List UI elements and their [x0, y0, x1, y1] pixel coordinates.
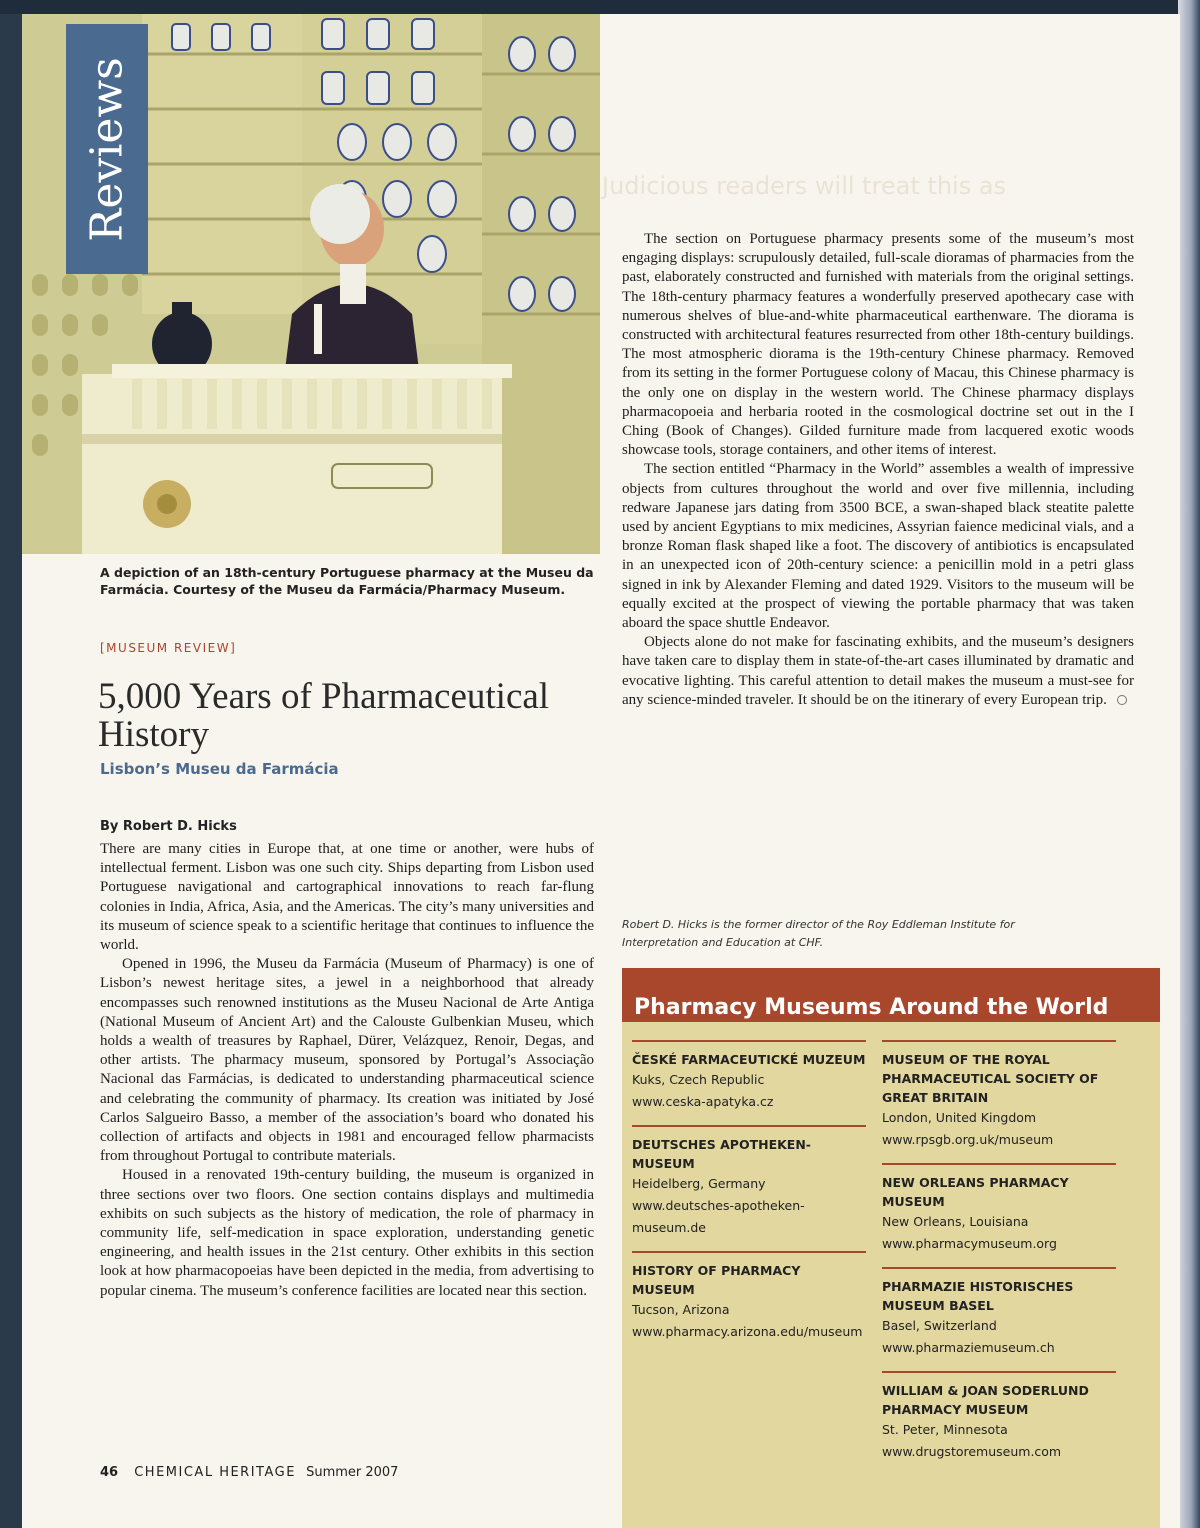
museum-entry — [882, 1163, 1116, 1267]
author-bio: Robert D. Hicks is the former director of the Roy Eddleman Institute for Interpretation and Education at CHF. — [622, 918, 1015, 949]
magazine-page — [22, 14, 1180, 1528]
museum-name: NEW ORLEANS PHARMACY MUSEUM — [882, 1175, 1069, 1209]
museum-location: New Orleans, Louisiana — [882, 1214, 1029, 1229]
museum-url[interactable]: www.deutsches-apotheken-museum.de — [632, 1198, 805, 1235]
article-title: 5,000 Years of Pharmaceutical History — [98, 676, 550, 755]
museum-url[interactable]: www.pharmacy.arizona.edu/museum — [632, 1324, 863, 1339]
section-tab-label: Reviews — [81, 56, 133, 242]
paragraph: There are many cities in Europe that, at one time or another, were hubs of intellectual ferment. Lisbon was one such city. Ships departing from Lisbon used Portuguese navigational and cartographical innovations to reach far-flung colonies in India, Africa, Asia, and the Americas. The city’s many universities and its museum of science speak to a scientific heritage that continues to influence the world. — [100, 841, 594, 954]
paragraph-final — [622, 633, 1134, 710]
museums-sidebar-title: Pharmacy Museums Around the World — [622, 968, 1160, 1022]
left-column — [100, 840, 594, 1301]
museum-location: Heidelberg, Germany — [632, 1176, 766, 1191]
museum-entry — [632, 1040, 866, 1125]
museum-url[interactable]: www.ceska-apatyka.cz — [632, 1094, 774, 1109]
article-kicker: [MUSEUM REVIEW] — [100, 641, 237, 655]
museum-name: PHARMAZIE HISTORISCHES MUSEUM BASEL — [882, 1279, 1074, 1313]
museum-entry — [882, 1267, 1116, 1371]
museum-name: WILLIAM & JOAN SODERLUND PHARMACY MUSEUM — [882, 1383, 1089, 1417]
right-column — [622, 230, 1134, 710]
article-byline: By Robert D. Hicks — [100, 819, 237, 834]
museum-url[interactable]: www.pharmacymuseum.org — [882, 1236, 1057, 1251]
paragraph: Housed in a renovated 19th-century building, the museum is organized in three sections over two floors. One section contains displays and multimedia exhibits on such subjects as the history of medication, the role of pharmacy in community life, self-medication in space exploration, understanding genetic engineering, and health issues in the 21st century. Other exhibits in this section look at how pharmacopoeias have been depicted in the media, from advertising to popular cinema. The museum’s conference facilities are located near this section. — [100, 1167, 594, 1299]
museum-url[interactable]: www.rpsgb.org.uk/museum — [882, 1132, 1054, 1147]
museum-url[interactable]: www.pharmaziemuseum.ch — [882, 1340, 1055, 1355]
museum-location: Kuks, Czech Republic — [632, 1072, 765, 1087]
page-footer — [100, 1465, 398, 1480]
museum-location: Tucson, Arizona — [632, 1302, 730, 1317]
issue-date: Summer 2007 — [306, 1465, 399, 1480]
pull-quote: Judicious readers will treat this as — [602, 172, 1007, 200]
museum-url[interactable]: www.drugstoremuseum.com — [882, 1444, 1062, 1459]
museum-entry — [882, 1371, 1116, 1475]
museums-left-column — [632, 1040, 866, 1355]
paragraph: Opened in 1996, the Museu da Farmácia (Museum of Pharmacy) is one of Lisbon’s newest heritage sites, a jewel in a neighborhood that already encompasses such renowned institutions as the Museu Nacional de Arte Antiga (National Museum of Ancient Art) and the Calouste Gulbenkian Museu, which holds a wealth of treasures by Raphael, Dürer, Velázquez, Renoir, Degas, and other artists. The pharmacy museum, sponsored by Portugal’s Associação Nacional das Farmácias, is dedicated to understanding pharmaceutical science and celebrating the community of pharmacy. Its creation was initiated by José Carlos Salgueiro Basso, a member of the association’s board who donated his collection of artifacts and objects in 1981 and encouraged fellow pharmacists from throughout Portugal to contribute materials. — [100, 956, 594, 1165]
magazine-name: CHEMICAL HERITAGE — [134, 1465, 296, 1480]
paragraph: The section on Portuguese pharmacy presents some of the museum’s most engaging displays: scrupulously detailed, full-scale dioramas of pharmacies from the past, elaborately constructed and furnished with materials from the original settings. The 18th-century pharmacy features a wonderfully preserved apothecary case with numerous shelves of blue-and-white pharmaceutical earthenware. The diorama is constructed with architectural features resurrected from other 18th-century buildings. The most atmospheric diorama is the 19th-century Chinese pharmacy. Removed from its setting in the former Portuguese colony of Macau, this Chinese pharmacy is the only one on display in the western world. The Chinese pharmacy displays pharmacopoeia and herbaria rooted in the cosmological doctrine set out in the I Ching (Book of Changes). Gilded furniture made from lacquered exotic woods showcase tools, storage containers, and other items of interest. — [622, 231, 1134, 459]
scan-top-edge — [0, 0, 1200, 14]
paragraph: The section entitled “Pharmacy in the World” assembles a wealth of impressive objects from cultures throughout the world and over five millennia, including redware Japanese jars dating from 3500 BCE, a swan-shaped black steatite palette used by ancient Egyptians to mix medicines, Assyrian faience medicinal vials, and a bronze Roman flask shaped like a foot. The discovery of antibiotics is encapsulated in an unexpected icon of 20th-century science: a penicillin mold in a petri glass signed in ink by Alexander Fleming and dated 1929. Visitors to the museum will be equally excited at the prospect of viewing the portable pharmacy that was taken aboard the space shuttle Endeavor. — [622, 461, 1134, 632]
photo-caption: A depiction of an 18th-century Portuguese pharmacy at the Museu da Farmácia. Courtesy of the Museu da Farmácia/Pharmacy Museum. — [100, 565, 594, 597]
end-mark-icon — [1117, 695, 1127, 705]
museum-name: ČESKÉ FARMACEUTICKÉ MUZEUM — [632, 1052, 866, 1067]
museum-location: Basel, Switzerland — [882, 1318, 997, 1333]
paragraph-text: Objects alone do not make for fascinating exhibits, and the museum’s designers have taken care to display them in state-of-the-art cases illuminated by dramatic and evocative lighting. This careful attention to detail makes the museum a must-see for any science-minded traveler. It should be on the itinerary of every European trip. — [622, 634, 1134, 708]
museums-sidebar — [622, 968, 1160, 1528]
museum-name: DEUTSCHES APOTHEKEN-MUSEUM — [632, 1137, 811, 1171]
museum-name: MUSEUM OF THE ROYAL PHARMACEUTICAL SOCIETY OF GREAT BRITAIN — [882, 1052, 1099, 1105]
museums-right-column — [882, 1040, 1116, 1475]
facing-page-edge — [1178, 0, 1200, 1528]
museum-entry — [632, 1251, 866, 1355]
museum-entry — [882, 1040, 1116, 1163]
page-number: 46 — [100, 1465, 119, 1480]
museum-entry — [632, 1125, 866, 1251]
museum-location: London, United Kingdom — [882, 1110, 1037, 1125]
article-subtitle: Lisbon’s Museu da Farmácia — [100, 760, 339, 778]
section-tab — [66, 24, 148, 274]
museum-name: HISTORY OF PHARMACY MUSEUM — [632, 1263, 801, 1297]
museum-location: St. Peter, Minnesota — [882, 1422, 1008, 1437]
